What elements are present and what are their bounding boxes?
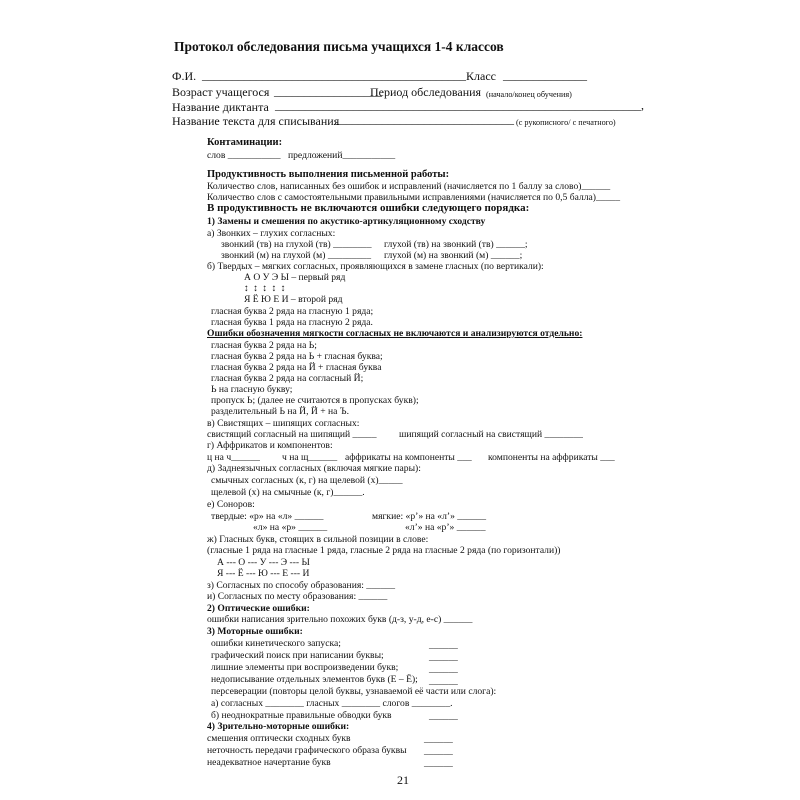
period-note: (начало/конец обучения) [486, 90, 572, 99]
motor-1: ошибки кинетического запуска; [211, 638, 341, 649]
section-1-z: з) Согласных по способу образования: ______ [207, 580, 396, 591]
productivity-line-1: Количество слов, написанных без ошибок и исправлений (начисляется по 1 баллу за слово)______ [207, 181, 611, 192]
section-1-b: б) Твердых – мягких согласных, проявляющихся в замене гласных (по вертикали): [207, 261, 544, 272]
softness-heading: Ошибки обозначения мягкости согласных не включаются и анализируются отдельно: [207, 328, 583, 339]
perseveration-b-blank: ______ [429, 711, 458, 722]
motor-3-blank: ______ [429, 664, 458, 675]
not-included-heading: В продуктивность не включаются ошибки следующего порядка: [207, 202, 530, 214]
motor-3: лишние элементы при воспроизведении букв; [211, 662, 399, 673]
productivity-heading: Продуктивность выполнения письменной работы: [207, 169, 450, 180]
perseveration: персеверации (повторы целой буквы, узнаваемой её части или слога): [211, 686, 497, 697]
visual-motor-3-blank: ______ [424, 758, 453, 769]
voiced-voiceless-hard-2: глухой (тв) на звонкий (тв) ______; [384, 239, 528, 250]
softness-line-6: пропуск Ь; (далее не считаются в пропусках букв); [211, 395, 419, 406]
copy-text-note: (с рукописного/ с печатного) [516, 118, 616, 127]
softness-line-4: гласная буква 2 ряда на согласный Й; [211, 373, 364, 384]
sonorant-hard-1: твердые: «р» на «л» ______ [211, 511, 324, 522]
contam-sentences: предложений___________ [288, 150, 396, 161]
voiced-voiceless-soft-1: звонкий (м) на глухой (м) _________ [221, 250, 371, 261]
visual-motor-2: неточность передачи графического образа буквы [207, 745, 407, 756]
class-field[interactable]: ______________ [503, 68, 587, 82]
affricate-1: ц на ч______ [207, 452, 260, 463]
perseveration-b: б) неоднократные правильные обводки букв [211, 710, 392, 721]
dictation-field[interactable]: _____________________________________________________________, [275, 98, 644, 112]
sonorant-soft-1: мягкие: «р’» на «л’» ______ [372, 511, 487, 522]
page-title: Протокол обследования письма учащихся 1-4 классов [174, 39, 504, 54]
visual-motor-2-blank: ______ [424, 746, 453, 757]
copy-text-label: Название текста для списывания [172, 114, 340, 128]
section-4-heading: 4) Зрительно-моторные ошибки: [207, 721, 350, 732]
voiced-voiceless-hard-1: звонкий (тв) на глухой (тв) ________ [221, 239, 372, 250]
vowel-row-2: Я Ё Ю Е И – второй ряд [244, 294, 343, 305]
visual-motor-1-blank: ______ [424, 734, 453, 745]
section-1-d: д) Заднеязычных согласных (включая мягкие пары): [207, 463, 421, 474]
softness-line-5: Ь на гласную букву; [211, 384, 293, 395]
affricate-3: аффрикаты на компоненты ___ [345, 452, 472, 463]
softness-line-3: гласная буква 2 ряда на Й + гласная буква [211, 362, 382, 373]
vowel-arrows: ↕ ↕ ↕ ↕ ↕ [244, 283, 287, 294]
strong-vowel-note: (гласные 1 ряда на гласные 1 ряда, гласные 2 ряда на гласные 2 ряда (по горизонтали)) [207, 545, 561, 556]
productivity-line-2: Количество слов с самостоятельными правильными исправлениями (начисляется по 0,5 балла)_____ [207, 192, 620, 203]
section-1-i: и) Согласных по месту образования: ______ [207, 591, 388, 602]
fio-label: Ф.И. [172, 69, 197, 83]
contam-words: слов ___________ [207, 150, 281, 161]
period-label: Период обследования [370, 85, 482, 99]
copy-text-field[interactable]: ______________________________ [334, 112, 514, 126]
motor-4-blank: ______ [429, 676, 458, 687]
section-1-e: е) Соноров: [207, 499, 255, 510]
sonorant-hard-2: «л» на «р» ______ [253, 522, 328, 533]
affricate-4: компоненты на аффрикаты ___ [488, 452, 615, 463]
section-1-a: а) Звонких – глухих согласных: [207, 228, 336, 239]
section-1-g: г) Аффрикатов и компонентов: [207, 440, 333, 451]
voiced-voiceless-soft-2: глухой (м) на звонкий (м) ______; [384, 250, 523, 261]
perseveration-a: а) согласных ________ гласных ________ слогов ________. [211, 698, 453, 709]
vowel-sub-2: гласная буква 1 ряда на гласную 2 ряда. [211, 317, 373, 328]
class-label: Класс [466, 69, 496, 83]
section-1-zh: ж) Гласных букв, стоящих в сильной позиции в слове: [207, 534, 429, 545]
velar-1: смычных согласных (к, г) на щелевой (х)_____ [211, 475, 403, 486]
softness-line-1: гласная буква 2 ряда на Ь; [211, 340, 317, 351]
sibilant-1: свистящий согласный на шипящий _____ [207, 429, 377, 440]
section-2-heading: 2) Оптические ошибки: [207, 603, 310, 614]
velar-2: щелевой (х) на смычные (к, г)______. [211, 487, 365, 498]
fio-field[interactable]: ____________________________________________ [202, 68, 466, 82]
sibilant-2: шипящий согласный на свистящий ________ [399, 429, 583, 440]
strong-vowel-row-2: Я --- Ё --- Ю --- Е --- И [217, 568, 310, 579]
visual-motor-3: неадекватное начертание букв [207, 757, 331, 768]
motor-2-blank: ______ [429, 652, 458, 663]
vowel-row-1: А О У Э Ы – первый ряд [244, 272, 346, 283]
motor-2: графический поиск при написании буквы; [211, 650, 384, 661]
affricate-2: ч на щ______ [282, 452, 338, 463]
strong-vowel-row-1: А --- О --- У --- Э --- Ы [217, 557, 310, 568]
dictation-label: Название диктанта [172, 100, 269, 114]
motor-4: недописывание отдельных элементов букв (Е – Ё); [211, 674, 418, 685]
age-label: Возраст учащегося [172, 85, 270, 99]
vowel-sub-1: гласная буква 2 ряда на гласную 1 ряда; [211, 306, 374, 317]
section-3-heading: 3) Моторные ошибки: [207, 626, 303, 637]
section-1-heading: 1) Замены и смешения по акустико-артикуляционному сходству [207, 216, 486, 227]
softness-line-7: разделительный Ь на Й, Й + на Ъ. [211, 406, 349, 417]
section-1-v: в) Свистящих – шипящих согласных: [207, 418, 360, 429]
contam-heading: Контаминации: [207, 137, 283, 148]
softness-line-2: гласная буква 2 ряда на Ь + гласная буква; [211, 351, 383, 362]
age-field[interactable]: __________________ [274, 84, 382, 98]
page-number: 21 [397, 773, 409, 787]
sonorant-soft-2: «л’» на «р’» ______ [405, 522, 486, 533]
optical-errors-line: ошибки написания зрительно похожих букв (д-з, у-д, е-с) ______ [207, 614, 473, 625]
visual-motor-1: смешения оптически сходных букв [207, 733, 351, 744]
motor-1-blank: ______ [429, 640, 458, 651]
